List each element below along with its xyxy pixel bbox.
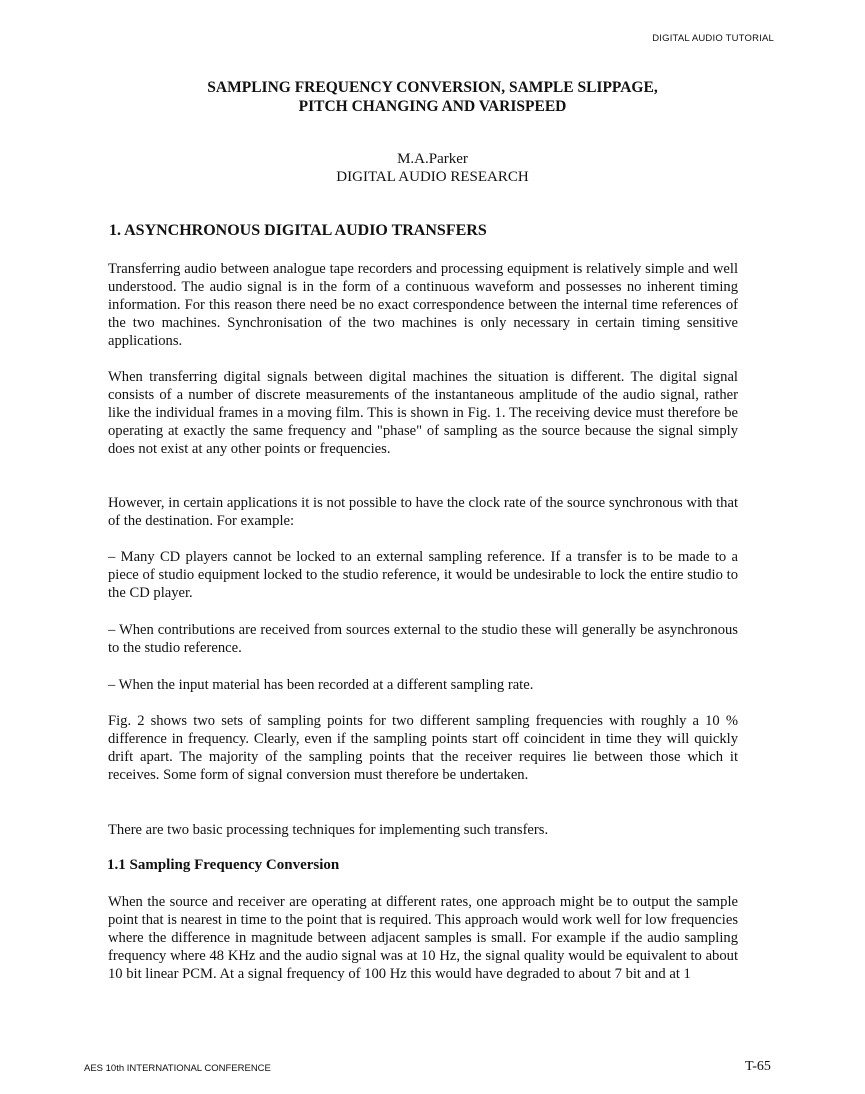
paragraph-1: Transferring audio between analogue tape recorders and processing equipment is relatively simple and well understood. The audio signal is in the form of a continuous waveform and possesses no inherent timing information. For this reason there need be no exact correspondence between the internal time references of the two machines. Synchronisation of the two machines is only necessary in certain timing sensitive applications. [108,261,738,349]
paragraph-3: However, in certain applications it is not possible to have the clock rate of the source synchronous with that of the destination. For example: [108,495,738,529]
paragraph-6: – When the input material has been recorded at a different sampling rate. [108,677,534,693]
author-affiliation: DIGITAL AUDIO RESEARCH [336,169,529,185]
author-name: M.A.Parker [397,151,468,167]
paragraph-9: When the source and receiver are operating at different rates, one approach might be to output the sample point that is nearest in time to the point that is required. This approach would work well for low frequencies where the difference in magnitude between adjacent samples is small. For example if the audio sampling frequency where 48 KHz and the audio signal was at 10 Hz, the signal quality would be equivalent to about 10 bit linear PCM. At a signal frequency of 100 Hz this would have degraded to about 7 bit and at 1 [108,894,738,982]
running-header: DIGITAL AUDIO TUTORIAL [652,33,774,44]
paragraph-7: Fig. 2 shows two sets of sampling points for two different sampling frequencies with roughly a 10 % difference in frequency. Clearly, even if the sampling points start off coincident in time they will quickly drift apart. The majority of the sampling points that the receiver requires lie between those which it receives. Some form of signal conversion must therefore be undertaken. [108,713,738,783]
section-1-heading: 1. ASYNCHRONOUS DIGITAL AUDIO TRANSFERS [109,222,487,239]
page-number: T-65 [745,1059,771,1074]
section-1-1-heading: 1.1 Sampling Frequency Conversion [107,857,340,873]
author-block [0,150,865,186]
paragraph-8: There are two basic processing techniques for implementing such transfers. [108,822,549,838]
footer-conference: AES 10th INTERNATIONAL CONFERENCE [84,1063,271,1074]
title-line-2: PITCH CHANGING AND VARISPEED [298,98,567,115]
paragraph-5: – When contributions are received from sources external to the studio these will generally be asynchronous to the studio reference. [108,622,738,656]
title-line-1: SAMPLING FREQUENCY CONVERSION, SAMPLE SLIPPAGE, [207,79,658,96]
paragraph-2: When transferring digital signals between digital machines the situation is different. The digital signal consists of a number of discrete measurements of the instantaneous amplitude of the audio signal, rather like the individual frames in a moving film. This is shown in Fig. 1. The receiving device must therefore be operating at exactly the same frequency and "phase" of sampling as the source because the signal simply does not exist at any other points or frequencies. [108,369,738,457]
paper-title [0,78,865,116]
paragraph-4: – Many CD players cannot be locked to an external sampling reference. If a transfer is to be made to a piece of studio equipment locked to the studio reference, it would be undesirable to lock the entire studio to the CD player. [108,549,738,601]
